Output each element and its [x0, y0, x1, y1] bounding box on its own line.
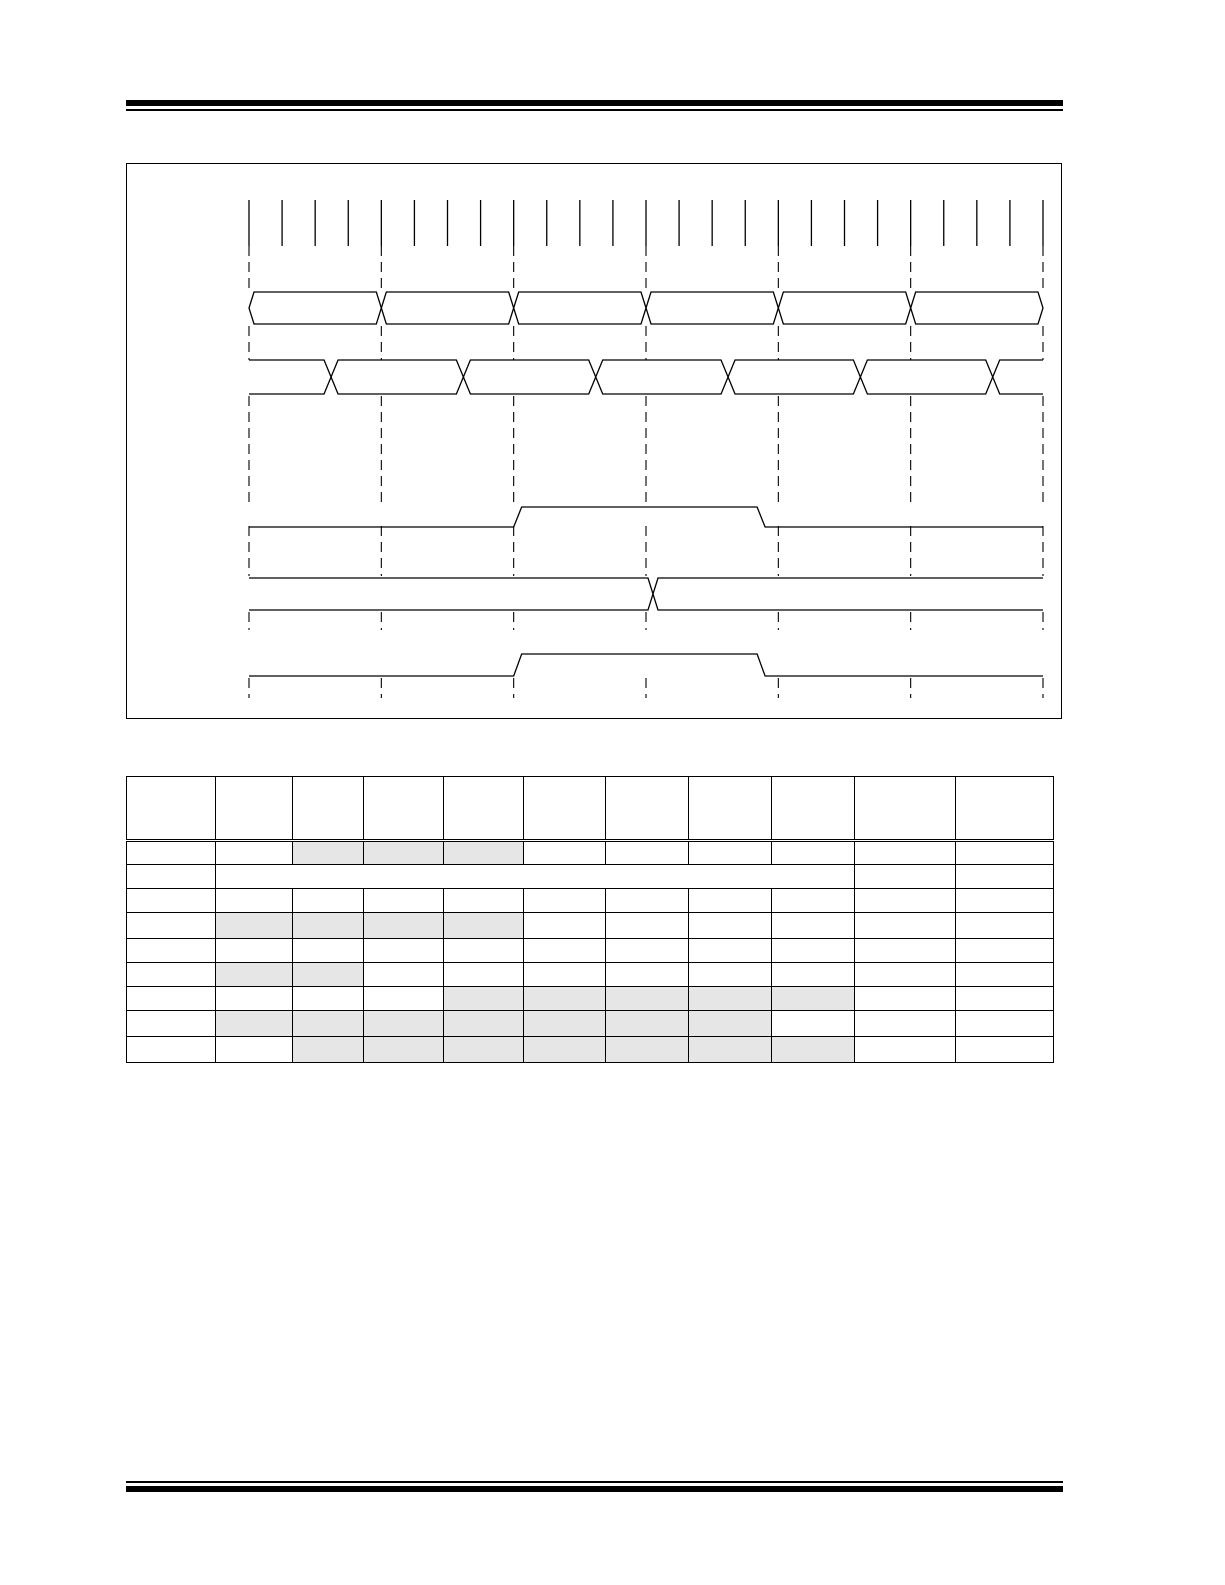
table-cell	[956, 1037, 1054, 1063]
table-cell	[293, 913, 364, 939]
table-cell	[216, 1037, 293, 1063]
table-cell	[127, 889, 216, 913]
table-cell	[772, 913, 855, 939]
table-cell	[606, 889, 689, 913]
table-row	[127, 913, 1054, 939]
table-cell	[216, 939, 293, 963]
differential-waveform-a	[249, 578, 1043, 610]
table-cell	[444, 913, 524, 939]
table-cell	[855, 987, 956, 1011]
table-row	[127, 939, 1054, 963]
table-cell	[689, 1037, 772, 1063]
table-cell	[606, 841, 689, 865]
table-row	[127, 865, 1054, 889]
table-cell	[956, 889, 1054, 913]
table-row	[127, 841, 1054, 865]
table-row	[127, 1011, 1054, 1037]
table-row	[127, 889, 1054, 913]
table-cell	[689, 963, 772, 987]
table-cell	[606, 987, 689, 1011]
table-cell	[772, 841, 855, 865]
table-cell	[772, 1037, 855, 1063]
table-cell	[772, 963, 855, 987]
table-cell	[855, 1037, 956, 1063]
table-row	[127, 1037, 1054, 1063]
bus-b-cell	[331, 360, 463, 394]
table-cell	[364, 889, 444, 913]
table-cell	[216, 865, 855, 889]
table-cell	[444, 841, 524, 865]
table-cell	[956, 841, 1054, 865]
timing-diagram-canvas	[127, 164, 1063, 720]
table-cell	[956, 1011, 1054, 1037]
table-cell	[606, 1037, 689, 1063]
table-cell	[127, 987, 216, 1011]
table-cell	[364, 841, 444, 865]
table-cell	[444, 963, 524, 987]
bus-b-cell	[860, 360, 992, 394]
table-header-cell	[606, 777, 689, 841]
table-cell	[364, 987, 444, 1011]
table-cell	[772, 939, 855, 963]
table-cell	[524, 963, 606, 987]
table-cell	[293, 889, 364, 913]
table-cell	[127, 1037, 216, 1063]
table-row	[127, 963, 1054, 987]
register-summary-table	[126, 776, 1054, 1063]
table-cell	[524, 913, 606, 939]
header-rule-thick	[126, 100, 1063, 106]
footer-rule-thick	[126, 1486, 1063, 1492]
table-cell	[606, 963, 689, 987]
bus-a-cell	[911, 292, 1043, 324]
table-cell	[216, 889, 293, 913]
table-cell	[855, 865, 956, 889]
table-cell	[606, 939, 689, 963]
table-cell	[524, 1037, 606, 1063]
table-cell	[216, 841, 293, 865]
pulse-2-waveform	[249, 654, 1043, 676]
table-cell	[293, 987, 364, 1011]
table-row	[127, 987, 1054, 1011]
bus-b-cell	[728, 360, 860, 394]
table-cell	[956, 939, 1054, 963]
table-cell	[689, 889, 772, 913]
table-header-cell	[216, 777, 293, 841]
table-cell	[524, 1011, 606, 1037]
table-cell	[364, 1011, 444, 1037]
table-cell	[293, 841, 364, 865]
table-cell	[524, 889, 606, 913]
table-cell	[444, 889, 524, 913]
table-header-row	[127, 777, 1054, 841]
table-cell	[364, 1037, 444, 1063]
table-cell	[772, 889, 855, 913]
header-rule-thin	[126, 109, 1063, 111]
table-cell	[127, 913, 216, 939]
table-cell	[772, 1011, 855, 1037]
table-cell	[524, 987, 606, 1011]
table-cell	[855, 913, 956, 939]
table-cell	[444, 939, 524, 963]
table-header-cell	[524, 777, 606, 841]
table-header-cell	[956, 777, 1054, 841]
table-cell	[524, 939, 606, 963]
differential-waveform-b	[249, 578, 1043, 610]
timing-diagram	[126, 163, 1062, 719]
table-cell	[293, 939, 364, 963]
table-cell	[956, 865, 1054, 889]
table-cell	[127, 841, 216, 865]
table-cell	[364, 939, 444, 963]
table-header-cell	[444, 777, 524, 841]
table-cell	[216, 1011, 293, 1037]
table-cell	[216, 963, 293, 987]
bus-a-cell	[514, 292, 646, 324]
table-cell	[524, 841, 606, 865]
table-header-cell	[772, 777, 855, 841]
bus-a-cell	[778, 292, 910, 324]
table-cell	[216, 987, 293, 1011]
table-cell	[127, 963, 216, 987]
table-cell	[956, 987, 1054, 1011]
table-header-cell	[364, 777, 444, 841]
table-header-cell	[127, 777, 216, 841]
table-cell	[689, 913, 772, 939]
table-cell	[293, 963, 364, 987]
table-cell	[127, 1011, 216, 1037]
table-cell	[293, 1037, 364, 1063]
bus-a-cell	[381, 292, 513, 324]
table-cell	[216, 913, 293, 939]
pulse-1-waveform	[249, 507, 1043, 527]
table-cell	[689, 987, 772, 1011]
table-cell	[855, 889, 956, 913]
table-header-cell	[689, 777, 772, 841]
table-cell	[855, 841, 956, 865]
table-cell	[956, 913, 1054, 939]
table-cell	[127, 865, 216, 889]
table-header-cell	[855, 777, 956, 841]
bus-a-cell	[249, 292, 381, 324]
bus-b-cell	[993, 360, 1043, 394]
table-cell	[444, 1011, 524, 1037]
bus-b-cell	[463, 360, 595, 394]
table-cell	[364, 913, 444, 939]
table-cell	[606, 913, 689, 939]
table-cell	[293, 1011, 364, 1037]
table-cell	[606, 1011, 689, 1037]
table-header-cell	[293, 777, 364, 841]
table-cell	[956, 963, 1054, 987]
table-cell	[689, 939, 772, 963]
footer-rule-thin	[126, 1481, 1063, 1483]
table-cell	[127, 939, 216, 963]
table-cell	[444, 987, 524, 1011]
table-cell	[689, 841, 772, 865]
bus-b-cell	[596, 360, 728, 394]
table-cell	[855, 1011, 956, 1037]
table-cell	[689, 1011, 772, 1037]
bus-a-cell	[646, 292, 778, 324]
table-cell	[772, 987, 855, 1011]
table-cell	[855, 963, 956, 987]
bus-b-cell	[249, 360, 331, 394]
table-cell	[364, 963, 444, 987]
table-cell	[855, 939, 956, 963]
table-cell	[444, 1037, 524, 1063]
